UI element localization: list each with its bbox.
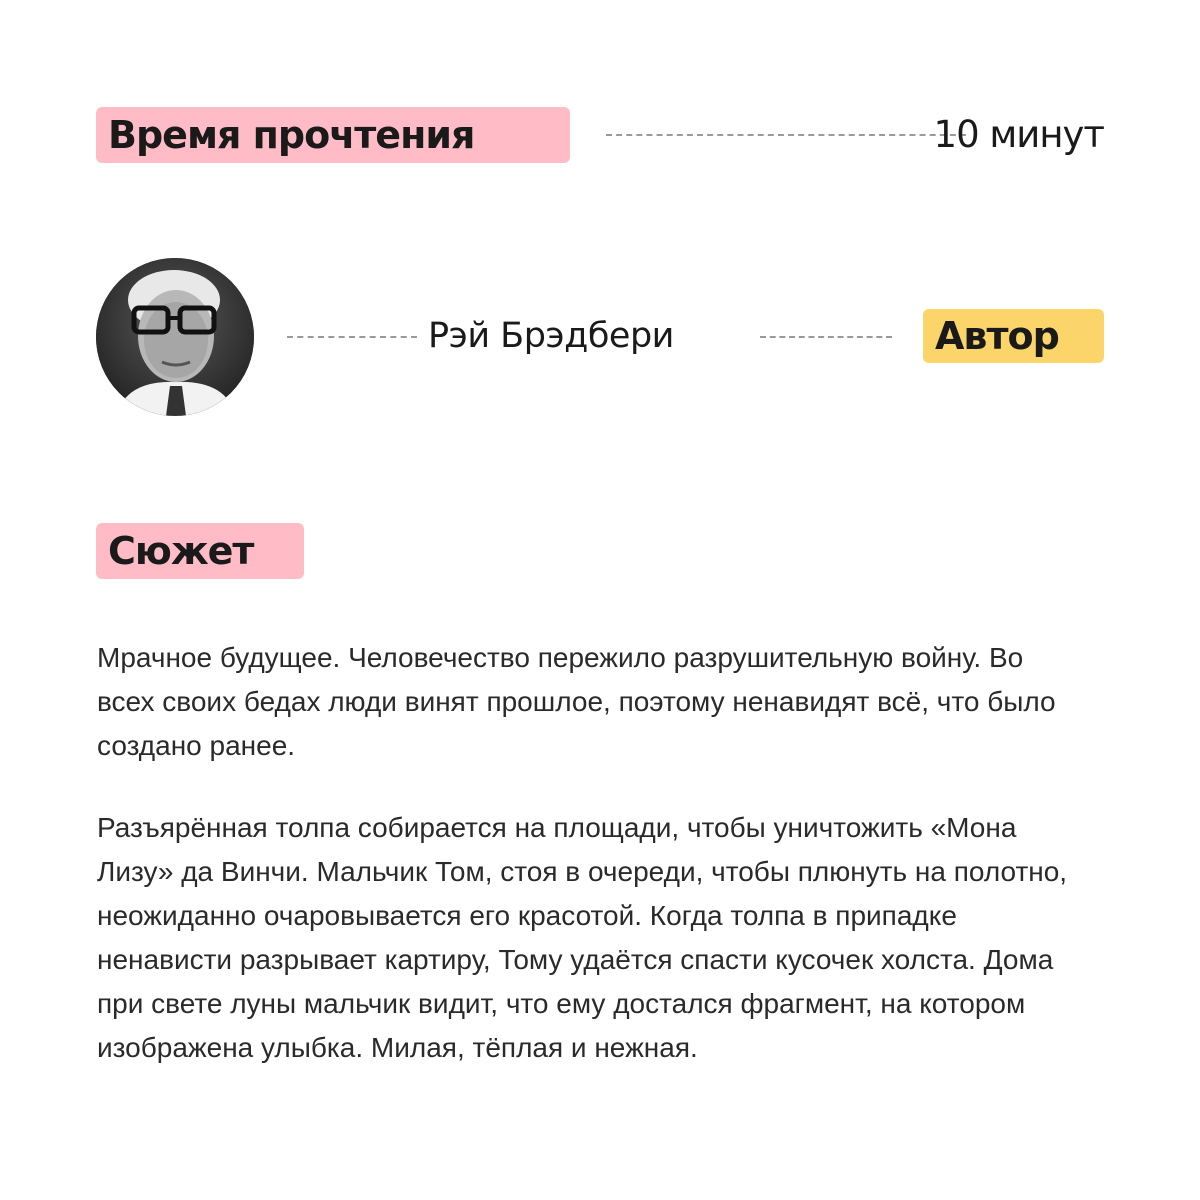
reading-time-value: 10 минут: [933, 113, 1104, 156]
author-divider-left: [287, 336, 417, 338]
reading-time-label: Время прочтения: [96, 107, 570, 163]
author-divider-right: [760, 336, 892, 338]
plot-paragraph: Разъярённая толпа собирается на площади, чтобы уничтожить «Мона Лизу» да Винчи. Мальчик Том, стоя в очереди, чтобы плюнуть на полотно, неожиданно очаровывается его красотой. Когда толпа в припадке ненависти разрывает картиру, Тому удаётся спасти кусочек холста. Дома при свете луны мальчик видит, что ему достался фрагмент, на котором изображена улыбка. Милая, тёплая и нежная.: [97, 812, 1068, 1063]
plot-text: [97, 636, 1082, 1108]
reading-time-row: [96, 107, 1104, 163]
author-name: Рэй Брэдбери: [428, 316, 674, 356]
plot-paragraph: Мрачное будущее. Человечество пережило разрушительную войну. Во всех своих бедах люди винят прошлое, поэтому ненавидят всё, что было создано ранее.: [97, 642, 1056, 761]
author-tag: Автор: [923, 309, 1104, 363]
plot-heading: Сюжет: [96, 523, 304, 579]
author-portrait-icon: [96, 258, 254, 416]
reading-time-divider: [606, 134, 966, 136]
